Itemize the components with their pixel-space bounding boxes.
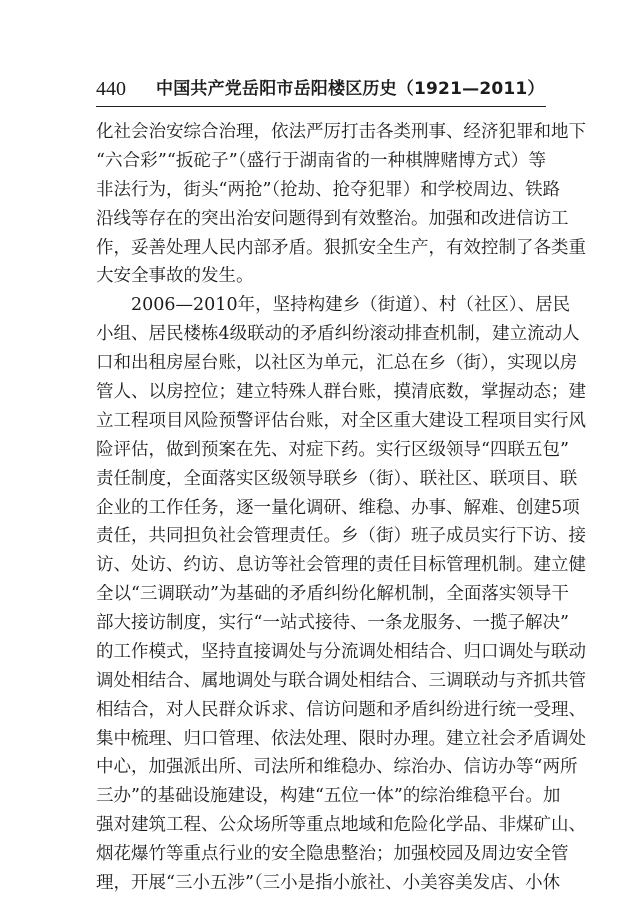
text-line: 责任制度，全面落实区级领导联乡（街）、联社区、联项目、联 xyxy=(96,468,578,489)
text-line: 访、处访、约访、息访等社会管理的责任目标管理机制。建立健 xyxy=(96,555,586,576)
text-line: 沿线等存在的突出治安问题得到有效整治。加强和改进信访工 xyxy=(96,208,569,229)
text-line: 企业的工作任务，逐一量化调研、维稳、办事、解难、创建5项 xyxy=(96,497,580,518)
text-line: 口和出租房屋台账，以社区为单元，汇总在乡（街），实现以房 xyxy=(96,353,578,374)
text-line: “六合彩”“扳砣子”（盛行于湖南省的一种棋牌赌博方式）等 xyxy=(96,150,546,171)
text-line: 理，开展“三小五涉”（三小是指小旅社、小美容美发店、小休 xyxy=(96,873,561,893)
text-line: 三办”的基础设施建设，构建“五位一体”的综治维稳平台。加 xyxy=(96,786,561,807)
text-line: 相结合，对人民群众诉求、信访问题和矛盾纠纷进行统一受理、 xyxy=(96,699,586,720)
running-title: 中国共产党岳阳市岳阳楼区历史（1921—2011） xyxy=(156,79,545,99)
text-line: 化社会治安综合治理，依法严厉打击各类刑事、经济犯罪和地下 xyxy=(96,122,586,142)
text-line: 立工程项目风险预警评估台账，对全区重大建设工程项目实行风 xyxy=(96,410,586,431)
text-line: 2006—2010年，坚持构建乡（街道）、村（社区）、居民 xyxy=(131,295,571,316)
text-line: 管人、以房控位；建立特殊人群台账，摸清底数，掌握动态；建 xyxy=(96,381,586,402)
text-line: 强对建筑工程、公众场所等重点地域和危险化学品、非煤矿山、 xyxy=(96,815,586,836)
text-line: 的工作模式，坚持直接调处与分流调处相结合、归口调处与联动 xyxy=(96,641,586,662)
text-line: 大安全事故的发生。 xyxy=(96,266,254,287)
text-line: 险评估，做到预案在先、对症下药。实行区级领导“四联五包” xyxy=(96,439,569,460)
text-line: 责任，共同担负社会管理责任。乡（街）班子成员实行下访、接 xyxy=(96,526,586,547)
text-line: 部大接访制度，实行“一站式接待、一条龙服务、一揽子解决” xyxy=(96,613,569,634)
text-line: 非法行为，街头“两抢”（抢劫、抢夺犯罪）和学校周边、铁路 xyxy=(96,179,561,200)
text-line: 全以“三调联动”为基础的矛盾纠纷化解机制，全面落实领导干 xyxy=(96,584,569,605)
text-line: 作，妥善处理人民内部矛盾。狠抓安全生产，有效控制了各类重 xyxy=(96,237,586,258)
page-number: 440 xyxy=(96,78,126,100)
text-line: 小组、居民楼栋4级联动的矛盾纠纷滚动排查机制，建立流动人 xyxy=(96,324,580,345)
text-line: 调处相结合、属地调处与联合调处相结合、三调联动与齐抓共管 xyxy=(96,670,586,691)
text-line: 集中梳理、归口管理、依法处理、限时办理。建立社会矛盾调处 xyxy=(96,728,586,749)
text-line: 中心，加强派出所、司法所和维稳办、综治办、信访办等“两所 xyxy=(96,757,578,778)
text-line: 烟花爆竹等重点行业的安全隐患整治；加强校园及周边安全管 xyxy=(96,844,569,865)
